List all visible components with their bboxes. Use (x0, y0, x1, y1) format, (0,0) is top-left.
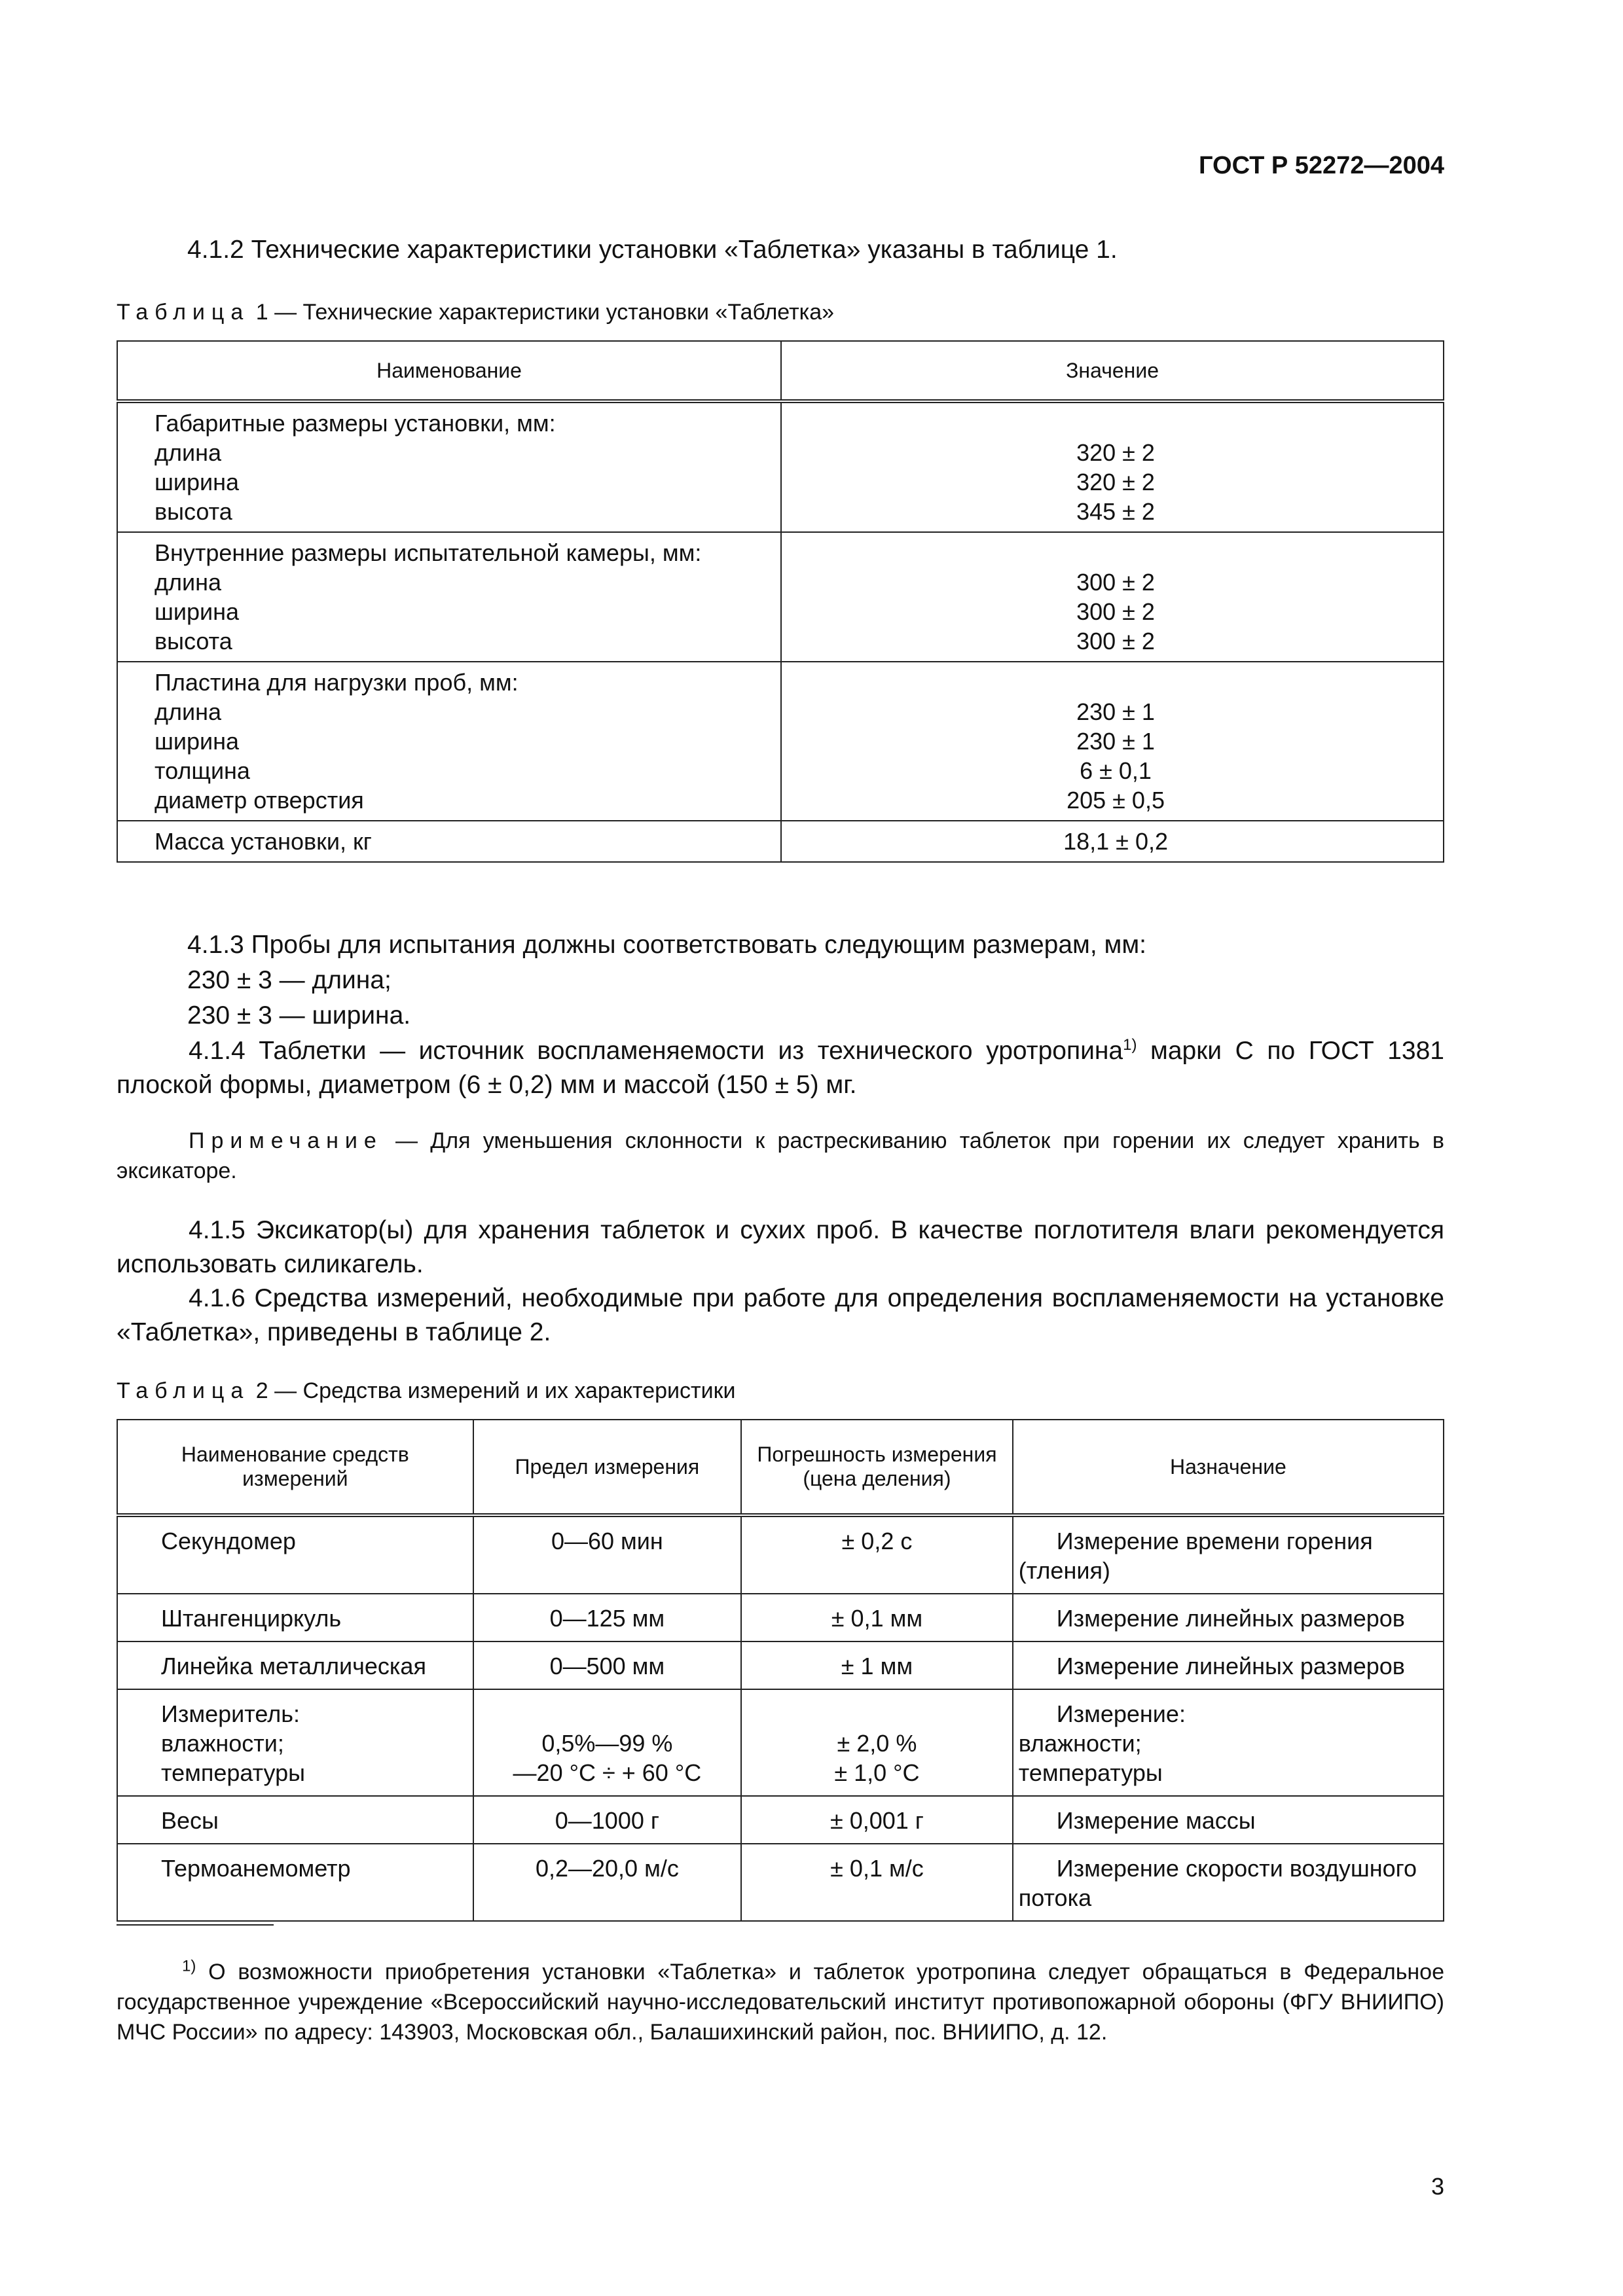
cell-range: 0—60 мин (473, 1515, 742, 1594)
cell-name: Линейка металлическая (117, 1641, 473, 1689)
footnote-ref: 1) (1123, 1036, 1137, 1054)
table1-caption-text: 1 — Технические характеристики установки «Таблетка» (249, 300, 835, 325)
table1-row (117, 532, 1444, 662)
cell-name (117, 1689, 473, 1796)
paragraph-4-1-3-length: 230 ± 3 — длина; (187, 966, 392, 994)
cell-name: Секундомер (117, 1515, 473, 1594)
footnote-divider (117, 1924, 274, 1926)
table2-header-purpose: Назначение (1013, 1420, 1444, 1515)
table2-caption-text: 2 — Средства измерений и их характеристики (249, 1378, 736, 1403)
cell-name: Штангенциркуль (117, 1594, 473, 1641)
row-value: 6 ± 0,1 (1080, 757, 1152, 784)
row-label: диаметр отверстия (155, 787, 364, 814)
row-title: Пластина для нагрузки проб, мм: (155, 669, 519, 696)
row-label: длина (155, 698, 222, 725)
table-row (117, 1515, 1444, 1594)
table1-row (117, 401, 1444, 532)
paragraph-4-1-4-text-cont: марки С по ГОСТ 1381 плоской формы, диаметром (6 ± 0,2) мм и массой (150 ± 5) мг. (117, 1037, 1444, 1099)
table-row (117, 1594, 1444, 1641)
row-label: длина (155, 569, 222, 596)
cell-purpose: Измерение времени горения (тления) (1013, 1515, 1444, 1594)
table-row (117, 1641, 1444, 1689)
table2-header-error: Погрешность измерения (цена деления) (741, 1420, 1013, 1515)
paragraph-4-1-4 (117, 1034, 1444, 1102)
table1-header-value: Значение (781, 341, 1444, 401)
table1 (117, 340, 1444, 863)
cell-range: 0,2—20,0 м/с (473, 1844, 742, 1921)
cell-error: ± 0,1 м/с (741, 1844, 1013, 1921)
table-row (117, 1689, 1444, 1796)
paragraph-4-1-6: 4.1.6 Средства измерений, необходимые при работе для определения воспламеняемости на установке «Таблетка», приведены в таблице 2. (117, 1284, 1444, 1346)
cell-purpose: Измерение скорости воздушного потока (1013, 1844, 1444, 1921)
note-label: Примечание (189, 1128, 383, 1153)
cell-name: Весы (117, 1796, 473, 1844)
table1-row (117, 662, 1444, 821)
table1-header-name: Наименование (117, 341, 781, 401)
row-value: 300 ± 2 (1076, 598, 1155, 625)
cell-line: 0,5%—99 % (541, 1730, 673, 1757)
cell-range: 0—125 мм (473, 1594, 742, 1641)
table2-caption-label: Таблица (117, 1378, 250, 1403)
cell-range (473, 1689, 742, 1796)
row-value: 230 ± 1 (1076, 728, 1155, 755)
cell-error: ± 0,2 с (741, 1515, 1013, 1594)
paragraph-4-1-3: 4.1.3 Пробы для испытания должны соответствовать следующим размерам, мм: (187, 931, 1146, 959)
row-value: 300 ± 2 (1076, 628, 1155, 655)
row-label: ширина (155, 598, 240, 625)
cell-line: температуры (161, 1759, 306, 1786)
row-value: 320 ± 2 (1076, 469, 1155, 495)
cell-purpose: Измерение линейных размеров (1013, 1641, 1444, 1689)
row-value: 320 ± 2 (1076, 439, 1155, 466)
row-value: 345 ± 2 (1076, 498, 1155, 525)
table1-caption-label: Таблица (117, 300, 250, 325)
cell-purpose (1013, 1689, 1444, 1796)
cell-line: температуры (1018, 1759, 1163, 1786)
cell-range: 0—1000 г (473, 1796, 742, 1844)
table1-row (117, 821, 1444, 862)
row-label: высота (155, 498, 232, 525)
table2-caption (117, 1378, 735, 1404)
row-label: длина (155, 439, 222, 466)
cell-purpose: Измерение линейных размеров (1013, 1594, 1444, 1641)
row-label: высота (155, 628, 232, 655)
row-label: ширина (155, 469, 240, 495)
document-code: ГОСТ Р 52272—2004 (1199, 152, 1444, 179)
paragraph-4-1-3-width: 230 ± 3 — ширина. (187, 1001, 411, 1030)
footnote-text: О возможности приобретения установки «Таблетка» и таблеток уротропина следует обращаться в Федеральное государственное учреждение «Всероссийский научно-исследовательский институт противопожарной обороны (ФГУ ВНИИПО) МЧС России» по адресу: 143903, Московская обл., Балашихинский район, пос. ВНИИПО, д. 12. (117, 1960, 1444, 2045)
row-value: 205 ± 0,5 (1067, 787, 1165, 814)
cell-error: ± 0,1 мм (741, 1594, 1013, 1641)
row-value: 230 ± 1 (1076, 698, 1155, 725)
cell-error: ± 0,001 г (741, 1796, 1013, 1844)
cell-range: 0—500 мм (473, 1641, 742, 1689)
footnote (117, 1957, 1444, 2047)
cell-line: Измеритель: (161, 1700, 300, 1727)
note-text: — Для уменьшения склонности к растрескиванию таблеток при горении их следует хранить в эксикаторе. (117, 1128, 1444, 1183)
cell-error: ± 1 мм (741, 1641, 1013, 1689)
row-label: толщина (155, 757, 250, 784)
row-title: Внутренние размеры испытательной камеры, мм: (155, 539, 702, 566)
row-label: ширина (155, 728, 240, 755)
page-number: 3 (1431, 2173, 1444, 2200)
table-row (117, 1844, 1444, 1921)
row-title: Масса установки, кг (155, 828, 372, 855)
table2 (117, 1419, 1444, 1922)
paragraph-4-1-4-text: 4.1.4 Таблетки — источник воспламеняемости из технического уротропина (189, 1037, 1123, 1065)
cell-line: влажности; (161, 1730, 284, 1757)
table1-caption (117, 300, 834, 325)
row-value: 18,1 ± 0,2 (1063, 828, 1168, 855)
cell-line: Измерение: (1056, 1700, 1186, 1727)
cell-error (741, 1689, 1013, 1796)
table2-header-range: Предел измерения (473, 1420, 742, 1515)
paragraph-4-1-2: 4.1.2 Технические характеристики установки «Таблетка» указаны в таблице 1. (187, 236, 1118, 264)
footnote-mark: 1) (182, 1957, 196, 1975)
cell-line: ± 1,0 °С (834, 1759, 920, 1786)
table2-header-name: Наименование средств измерений (117, 1420, 473, 1515)
table-row (117, 1796, 1444, 1844)
paragraph-4-1-5: 4.1.5 Эксикатор(ы) для хранения таблеток и сухих проб. В качестве поглотителя влаги рекомендуется использовать силикагель. (117, 1216, 1444, 1278)
cell-line: —20 °С ÷ + 60 °С (513, 1759, 702, 1786)
cell-purpose: Измерение массы (1013, 1796, 1444, 1844)
row-value: 300 ± 2 (1076, 569, 1155, 596)
cell-name: Термоанемометр (117, 1844, 473, 1921)
cell-line: влажности; (1018, 1730, 1142, 1757)
row-title: Габаритные размеры установки, мм: (155, 410, 556, 437)
note (117, 1126, 1444, 1186)
cell-line: ± 2,0 % (837, 1730, 917, 1757)
